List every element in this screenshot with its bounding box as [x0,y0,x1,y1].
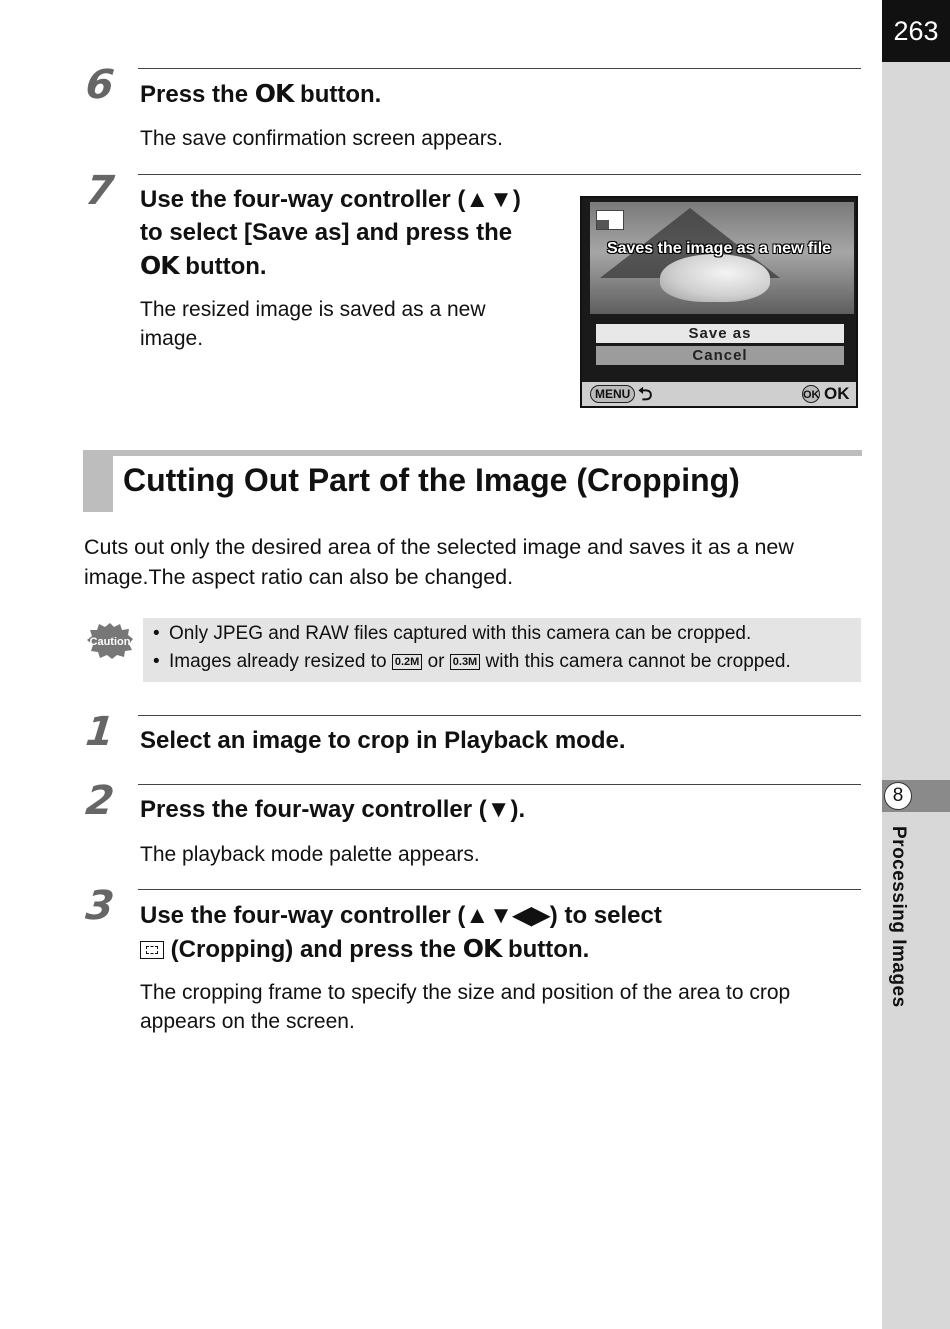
section-intro [84,532,794,592]
size-0-2m-icon: 0.2M [392,654,422,670]
step-body: The playback mode palette appears. [140,843,480,866]
step-number: 7 [83,168,114,214]
cancel-option[interactable]: Cancel [596,346,844,365]
ok-button-icon: OK [802,385,820,403]
save-as-option[interactable]: Save as [596,324,844,343]
step-heading: Press the four-way controller (▼). [140,796,526,823]
section-title: Cutting Out Part of the Image (Cropping) [123,462,740,498]
heading-text: button. [293,81,382,108]
size-0-3m-icon: 0.3M [450,654,480,670]
heading-line: Use the four-way controller (▲▼◀▶) to select [140,902,662,929]
heading-text: Press the [140,81,255,108]
body-line: The cropping frame to specify the size and position of the area to crop [140,981,791,1004]
camera-screen-illustration [580,196,858,408]
heading-text: (Cropping) and press the [164,936,463,963]
caution-icon [86,622,134,660]
step-divider [138,68,861,69]
step-number: 3 [83,883,114,929]
step-heading: Select an image to crop in Playback mode. [140,727,626,754]
ok-icon: OK [254,79,294,108]
heading-line [140,932,860,966]
body-line: The resized image is saved as a new [140,298,486,321]
ok-icon: OK [462,934,502,963]
heading-line: to select [Save as] and press the [140,219,513,246]
caution-text: Only JPEG and RAW files captured with this camera can be cropped. [169,623,752,644]
step-number: 1 [83,709,114,755]
heading-text: button. [501,936,590,963]
bullet: • [153,651,160,672]
step-number: 2 [83,778,114,824]
step-heading [140,183,570,283]
bullet: • [153,623,160,644]
heading-text: button. [178,253,267,280]
camera-caption: Saves the image as a new file [606,240,832,257]
body-line: image. [140,327,204,350]
chapter-sidebar [882,0,950,1329]
step-heading [140,899,860,966]
resize-icon [596,210,624,230]
ok-icon: OK [140,251,179,280]
step-divider [138,715,861,716]
heading-line: Use the four-way controller (▲▼) [140,186,521,213]
chapter-number: 8 [884,782,912,810]
ok-label: OK [824,384,850,403]
section-header [83,450,862,512]
caution-text: or [422,651,450,672]
menu-button-icon: MENU [590,385,635,403]
heading-line [140,249,570,283]
back-arrow-icon: ⮌ [638,384,653,404]
caution-icon-label: Caution [89,636,131,648]
caution-item [153,623,751,645]
cropping-icon [140,941,164,959]
step-divider [138,174,861,175]
camera-button-bar [582,382,856,406]
step-divider [138,784,861,785]
caution-text: with this camera cannot be cropped. [480,651,791,672]
photo-dog-shape [660,254,770,302]
section-top-bar [83,450,862,456]
step-number: 6 [83,62,114,108]
intro-line: image.The aspect ratio can also be changed. [84,565,514,589]
caution-item [153,651,791,673]
step-body [140,978,790,1036]
caution-box [143,618,861,682]
body-line: appears on the screen. [140,1010,355,1033]
page-number: 263 [882,0,950,62]
section-side-block [83,450,113,512]
step-divider [138,889,861,890]
intro-line: Cuts out only the desired area of the selected image and saves it as a new [84,535,794,559]
step-body: The save confirmation screen appears. [140,127,504,150]
photo-preview [590,202,854,314]
step-heading [140,77,381,111]
caution-text: Images already resized to [169,651,392,672]
step-body [140,295,486,353]
chapter-label: Processing Images [888,826,909,1008]
